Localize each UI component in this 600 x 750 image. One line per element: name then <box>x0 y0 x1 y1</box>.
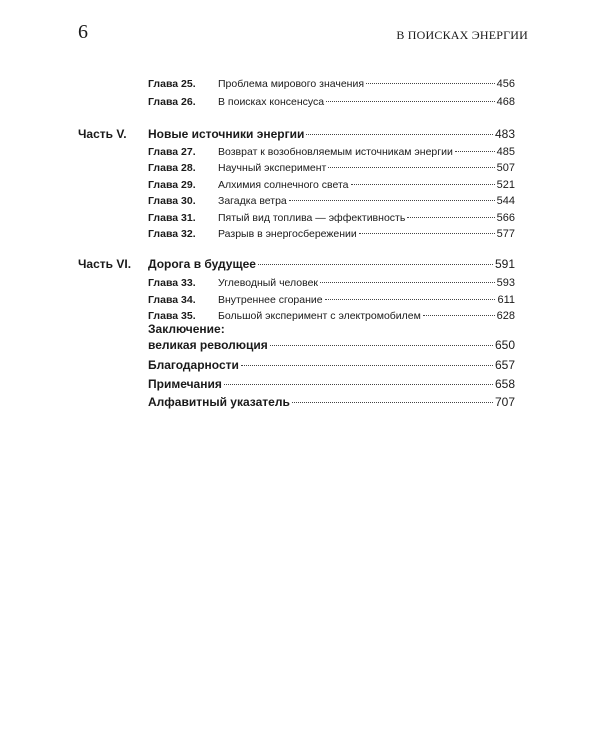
dot-leader <box>258 252 493 268</box>
dot-leader <box>224 372 493 388</box>
toc-entry-chapter-29[interactable] <box>78 172 515 191</box>
toc-entry-part-5[interactable] <box>78 122 515 141</box>
chapter-title: Возврат к возобновляемым источникам энергии <box>218 146 453 158</box>
toc-entry-chapter-33[interactable] <box>78 270 515 289</box>
chapter-title: Разрыв в энергосбережении <box>218 228 357 240</box>
chapter-label: Глава 27. <box>148 146 196 158</box>
dot-leader <box>270 333 493 349</box>
dot-leader <box>241 353 493 369</box>
dot-leader <box>455 139 495 155</box>
toc-entry-acknowledgements[interactable] <box>78 353 515 372</box>
page-ref: 521 <box>496 179 515 191</box>
dot-leader <box>328 155 494 171</box>
toc-entry-chapter-28[interactable] <box>78 155 515 174</box>
chapter-label: Глава 26. <box>148 96 196 108</box>
page-ref: 577 <box>496 228 515 240</box>
chapter-label: Глава 33. <box>148 277 196 289</box>
chapter-title: Загадка ветра <box>218 195 287 207</box>
chapter-title: Внутреннее сгорание <box>218 294 323 306</box>
chapter-label: Глава 35. <box>148 310 196 322</box>
dot-leader <box>326 89 495 105</box>
toc-entry-chapter-35[interactable] <box>78 303 515 322</box>
page-ref: 658 <box>494 377 515 391</box>
part-title: Новые источники энергии <box>148 127 305 141</box>
chapter-label: Глава 29. <box>148 179 196 191</box>
toc-entry-chapter-25[interactable] <box>78 71 515 90</box>
chapter-title: Большой эксперимент с электромобилем <box>218 310 421 322</box>
running-head: В ПОИСКАХ ЭНЕРГИИ <box>396 28 528 42</box>
dot-leader <box>325 287 496 303</box>
chapter-title: Проблема мирового значения <box>218 78 365 90</box>
page-number: 6 <box>78 21 88 43</box>
toc-entry-index[interactable] <box>78 390 515 409</box>
chapter-label: Глава 30. <box>148 195 196 207</box>
dot-leader <box>366 71 495 87</box>
part-label: Часть VI. <box>78 257 132 271</box>
page-ref: 566 <box>496 212 515 224</box>
page-ref: 593 <box>496 277 515 289</box>
dot-leader <box>359 221 495 237</box>
chapter-label: Глава 28. <box>148 162 196 174</box>
toc-entry-part-6[interactable] <box>78 252 515 271</box>
toc-entry-chapter-27[interactable] <box>78 139 515 158</box>
page-ref: 507 <box>496 162 515 174</box>
page-ref: 657 <box>494 358 515 372</box>
page-ref: 628 <box>496 310 515 322</box>
dot-leader <box>320 270 495 286</box>
section-title: Алфавитный указатель <box>148 395 290 409</box>
part-title: Дорога в будущее <box>148 257 256 271</box>
conclusion-title-line-1: Заключение: <box>148 322 225 336</box>
page-ref: 650 <box>494 338 515 352</box>
page-ref: 591 <box>494 257 515 271</box>
chapter-title: Углеводный человек <box>218 277 319 289</box>
toc-entry-chapter-31[interactable] <box>78 205 515 224</box>
toc-entry-chapter-32[interactable] <box>78 221 515 240</box>
section-title: Примечания <box>148 377 222 391</box>
toc-entry-conclusion[interactable] <box>78 333 515 352</box>
toc-entry-notes[interactable] <box>78 372 515 391</box>
section-title: великая революция <box>148 338 268 352</box>
chapter-label: Глава 34. <box>148 294 196 306</box>
page-ref: 611 <box>497 294 515 306</box>
page-ref: 456 <box>496 78 515 90</box>
toc-entry-chapter-26[interactable] <box>78 89 515 108</box>
toc-entry-chapter-34[interactable] <box>78 287 515 306</box>
chapter-title: Пятый вид топлива — эффективность <box>218 212 406 224</box>
chapter-title: Алхимия солнечного света <box>218 179 349 191</box>
chapter-label: Глава 31. <box>148 212 196 224</box>
chapter-title: Научный эксперимент <box>218 162 327 174</box>
page-ref: 483 <box>494 127 515 141</box>
section-title: Благодарности <box>148 358 239 372</box>
dot-leader <box>351 172 495 188</box>
dot-leader <box>289 188 495 204</box>
page-ref: 544 <box>496 195 515 207</box>
dot-leader <box>423 303 495 319</box>
chapter-label: Глава 25. <box>148 78 196 90</box>
toc-entry-chapter-30[interactable] <box>78 188 515 207</box>
dot-leader <box>292 390 493 406</box>
page-ref: 485 <box>496 146 515 158</box>
part-label: Часть V. <box>78 127 127 141</box>
page-ref: 468 <box>496 96 515 108</box>
dot-leader <box>306 122 493 138</box>
page-ref: 707 <box>494 395 515 409</box>
chapter-title: В поисках консенсуса <box>218 96 325 108</box>
dot-leader <box>407 205 494 221</box>
chapter-label: Глава 32. <box>148 228 196 240</box>
